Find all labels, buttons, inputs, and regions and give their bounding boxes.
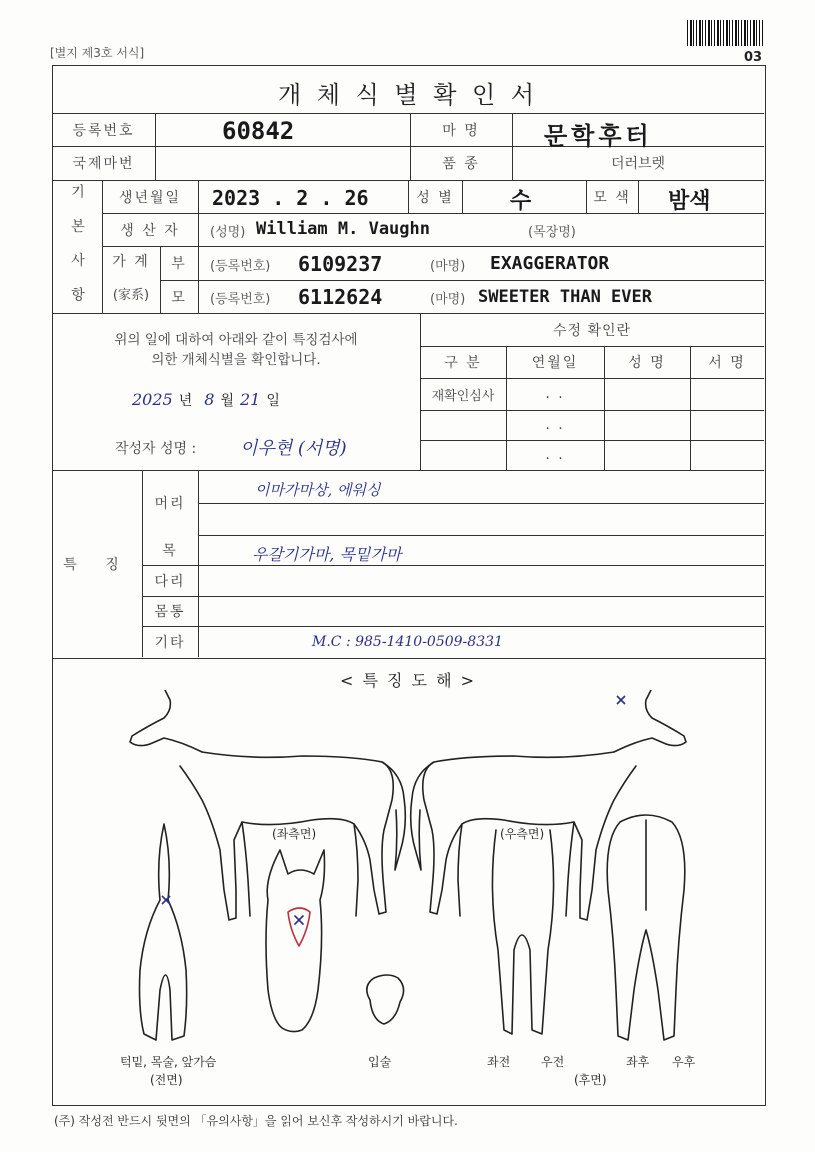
right-side-caption: (우측면) <box>500 827 545 841</box>
dam-name-prefix: (마명) <box>430 292 466 307</box>
breeder-name-value: William M. Vaughn <box>256 219 430 239</box>
footer-note: (주) 작성전 반드시 뒷면의 「유의사항」을 읽어 보신후 작성하시기 바랍니다. <box>54 1114 458 1128</box>
revision-title: 수정 확인란 <box>552 322 632 339</box>
sire-name-value: EXAGGERATOR <box>490 253 610 274</box>
pedigree-hanja: (家系) <box>112 287 150 303</box>
horse-head-front <box>266 850 325 1032</box>
barcode <box>687 20 763 46</box>
sire-label: 부 <box>171 256 187 272</box>
date-line <box>132 390 280 410</box>
horse-diagrams <box>52 690 764 1100</box>
horse-rear-view <box>607 815 685 1040</box>
form-tag: [별지 제3호 서식] <box>50 46 145 60</box>
page-number: 03 <box>744 50 763 65</box>
dam-reg-value: 6112624 <box>298 285 383 309</box>
horse-name-label: 마 명 <box>442 122 480 139</box>
right-fore-caption: 우전 <box>541 1055 565 1069</box>
sire-reg-prefix: (등록번호) <box>210 259 271 274</box>
breeder-name-prefix: (성명) <box>210 225 246 240</box>
reg-no-value: 60842 <box>222 117 295 145</box>
revision-row-1-type: 재확인심사 <box>431 388 495 404</box>
author-value: 이우현 (서명) <box>240 438 347 459</box>
day-label: 일 <box>266 393 280 409</box>
revision-header-sign: 서 명 <box>708 355 746 371</box>
page-title: 개 체 식 별 확 인 서 <box>277 80 539 109</box>
left-hind-caption: 좌후 <box>626 1055 650 1069</box>
statement-line-1: 위의 일에 대하여 아래와 같이 특징검사에 <box>114 332 358 348</box>
month-value: 8 <box>204 390 215 409</box>
breed-label: 품 종 <box>442 156 480 172</box>
sire-reg-value: 6109237 <box>298 252 383 276</box>
author-label: 작성자 성명 : <box>115 441 197 457</box>
horse-front-legs <box>492 830 553 1034</box>
breeder-label: 생 산 자 <box>120 222 180 239</box>
dam-name-value: SWEETER THAN EVER <box>478 287 652 307</box>
coat-label: 모 색 <box>593 189 631 206</box>
reg-no-label: 등록번호 <box>72 122 135 139</box>
diagram-title: < 특 징 도 해 > <box>339 671 477 690</box>
left-side-caption: (좌측면) <box>272 827 317 841</box>
revision-row-2-date: . . <box>545 417 565 433</box>
dam-reg-prefix: (등록번호) <box>210 292 271 307</box>
revision-row-1-date: . . <box>545 386 565 402</box>
revision-header-date: 연월일 <box>531 355 579 371</box>
statement-line-2: 의한 개체식별을 확인합니다. <box>151 352 321 368</box>
year-label: 년 <box>178 393 193 409</box>
sire-name-prefix: (마명) <box>430 259 466 274</box>
right-hind-caption: 우후 <box>672 1055 696 1069</box>
birth-value: 2023 . 2 . 26 <box>212 186 369 210</box>
features-section-label: 특 징 <box>63 556 131 573</box>
neck-label: 목 <box>162 543 178 559</box>
basic-section-label: 기 본 사 항 <box>69 183 85 310</box>
left-fore-caption: 좌전 <box>487 1055 511 1069</box>
mark-x-neck <box>617 696 625 704</box>
horse-right-side <box>411 690 686 920</box>
revision-header-type: 구 분 <box>444 355 482 371</box>
etc-value: M.C : 985-1410-0509-8331 <box>312 634 503 650</box>
front-caption: 턱밑, 목술, 앞가슴 <box>120 1055 217 1069</box>
revision-header-name: 성 명 <box>628 355 666 371</box>
intl-no-label: 국제마번 <box>72 156 135 172</box>
head-label: 머리 <box>154 495 186 512</box>
horse-name-value: 문학후터 <box>544 122 653 150</box>
dam-label: 모 <box>171 289 187 306</box>
etc-label: 기타 <box>154 634 186 651</box>
lips-caption: 입술 <box>368 1055 392 1069</box>
ranch-prefix: (목장명) <box>528 225 576 240</box>
neck-value: 우갈기가마, 목밑가마 <box>252 545 402 564</box>
legs-label: 다리 <box>154 573 186 590</box>
birth-label: 생년월일 <box>118 189 182 206</box>
horse-lips <box>367 975 404 1024</box>
day-value: 21 <box>239 390 261 409</box>
sex-value: 수 <box>510 189 532 214</box>
pedigree-label: 가 계 <box>112 254 150 270</box>
revision-row-3-date: . . <box>545 447 565 463</box>
body-label: 몸통 <box>154 604 186 620</box>
front-sub-caption: (전면) <box>150 1073 183 1087</box>
horse-front-chest <box>140 824 187 1040</box>
rear-sub-caption: (후면) <box>574 1073 607 1087</box>
month-label: 월 <box>220 393 234 409</box>
sex-label: 성 별 <box>416 189 454 206</box>
head-value: 이마가마상, 에워싱 <box>255 481 381 499</box>
coat-value: 밤색 <box>668 189 711 214</box>
year-value: 2025 <box>132 390 173 409</box>
breed-value: 더러브렛 <box>610 156 666 172</box>
